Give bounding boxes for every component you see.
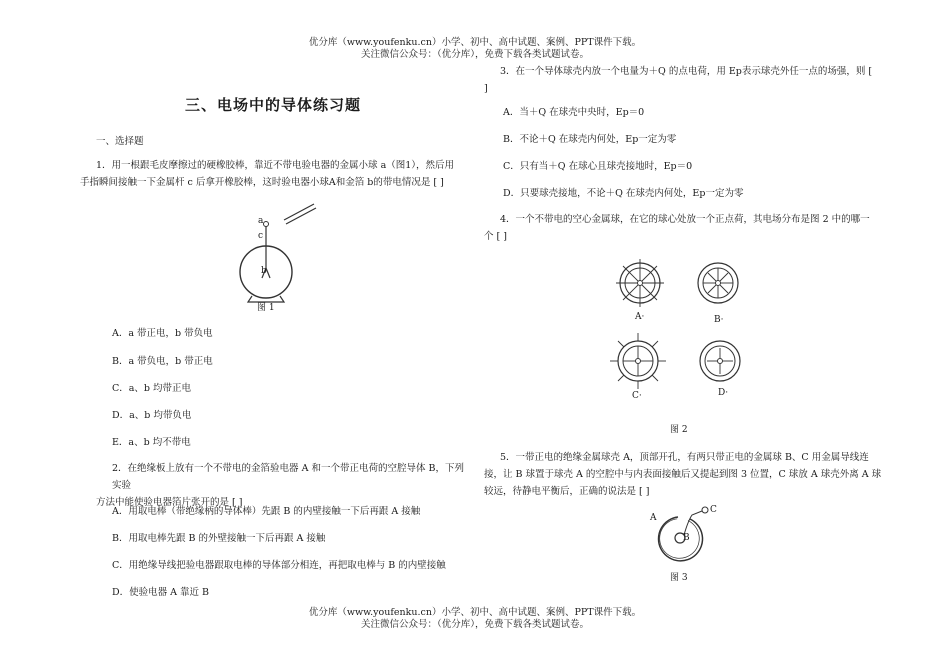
connecting-wire (684, 511, 702, 535)
section-heading: 一、选择题 (96, 136, 144, 147)
fig3-label-a: A (650, 513, 657, 523)
q5-line-3: 较远，待静电平衡后，正确的说法是 [ ] (484, 486, 650, 497)
page-title: 三、电场中的导体练习题 (185, 96, 362, 114)
fig2-label-d: D· (718, 388, 729, 398)
q2-option-d: D．使验电器 A 靠近 B (112, 587, 210, 598)
q1-line-1: 1．用一根跟毛皮摩擦过的硬橡胶棒，靠近不带电验电器的金属小球 a（图1），然后用 (96, 160, 455, 171)
diagram-a (616, 259, 664, 307)
header-line-1: 优分库（www.youfenku.cn）小学、初中、高中试题、案例、PPT课件下载。 (308, 37, 642, 48)
fig2-label-c: C· (632, 391, 642, 401)
figure-2-field-diagrams (600, 255, 780, 415)
question-1-stem (80, 157, 466, 191)
diagram-d (700, 341, 740, 381)
footer-line-1: 优分库（www.youfenku.cn）小学、初中、高中试题、案例、PPT课件下载。 (308, 607, 642, 618)
q1-option-b: B．a 带负电，b 带正电 (112, 356, 213, 367)
diagram-c (610, 333, 666, 389)
q1-option-a: A．a 带正电，b 带负电 (112, 328, 213, 339)
fig1-label-a: a (258, 216, 264, 226)
fig1-label-b: b (261, 266, 267, 276)
figure-1-caption: 图 1 (257, 303, 275, 313)
footer-line-2: 关注微信公众号：（优分库），免费下载各类试题试卷。 (360, 619, 589, 630)
q3-option-c: C．只有当＋Q 在球心且球壳接地时，Ep＝0 (503, 161, 693, 172)
question-5-stem (484, 449, 884, 500)
diagram-b (698, 263, 738, 303)
ball-c (702, 507, 708, 513)
q1-line-2: 手指瞬间接触一下金属杆 c 后拿开橡胶棒，这时验电器小球A和金箔 b的带电情况是 [ ] (80, 177, 444, 188)
q3-option-a: A．当＋Q 在球壳中央时，Ep＝0 (503, 107, 645, 118)
figure-1-electroscope (238, 198, 328, 313)
q4-line-1: 4．一个不带电的空心金属球，在它的球心处放一个正点荷，其电场分布是图 2 中的哪一 (500, 214, 870, 225)
q4-line-2: 个 [ ] (484, 231, 507, 242)
q2-line-1: 2．在绝缘板上放有一个不带电的金箔验电器 A 和一个带正电荷的空腔导体 B，下列实验 (112, 463, 464, 491)
q2-option-c: C．用绝缘导线把验电器跟取电棒的导体部分相连，再把取电棒与 B 的内壁接触 (112, 560, 446, 571)
q1-option-d: D．a、b 均带负电 (112, 410, 192, 421)
q2-line-2: 方法中能使验电器箔片张开的是 [ ] (96, 497, 243, 508)
q5-line-2: 接，让 B 球置于球壳 A 的空腔中与内表面接触后又提起到图 3 位置，C 球放 A 球壳外离 A 球 (484, 469, 882, 480)
shell-a (659, 517, 703, 561)
fig2-label-b: B· (714, 315, 724, 325)
fig3-label-c: C (710, 505, 717, 515)
figure-3-caption: 图 3 (670, 573, 688, 583)
fig3-label-b: B (683, 533, 690, 543)
q1-option-e: E．a、b 均不带电 (112, 437, 191, 448)
shell-a-inner (660, 519, 700, 558)
page-header (0, 37, 950, 61)
q1-option-c: C．a、b 均带正电 (112, 383, 192, 394)
q3-line-2: ] (484, 83, 488, 94)
question-3-stem (484, 63, 884, 97)
metal-ball (264, 222, 269, 227)
page-footer (0, 607, 950, 631)
fig2-label-a: A· (635, 312, 645, 322)
q5-line-1: 5．一带正电的绝缘金属球壳 A，顶部开孔，有两只带正电的金属球 B、C 用金属导线连 (500, 452, 869, 463)
q2-option-b: B．用取电棒先跟 B 的外壁接触一下后再跟 A 接触 (112, 533, 326, 544)
q3-option-b: B．不论＋Q 在球壳内何处，Ep一定为零 (503, 134, 677, 145)
header-line-2: 关注微信公众号：（优分库），免费下载各类试题试卷。 (360, 49, 589, 60)
q2-option-a: A．用取电棒（带绝缘柄的导体棒）先跟 B 的内壁接触一下后再跟 A 接触 (112, 506, 421, 517)
figure-2-caption: 图 2 (670, 425, 688, 435)
q3-line-1: 3．在一个导体球壳内放一个电量为＋Q 的点电荷，用 Ep表示球壳外任一点的场强，则 [ (500, 66, 873, 77)
question-4-stem (484, 211, 884, 245)
fig1-label-c: c (258, 231, 264, 241)
q3-option-d: D．只要球壳接地，不论＋Q 在球壳内何处，Ep一定为零 (503, 188, 744, 199)
